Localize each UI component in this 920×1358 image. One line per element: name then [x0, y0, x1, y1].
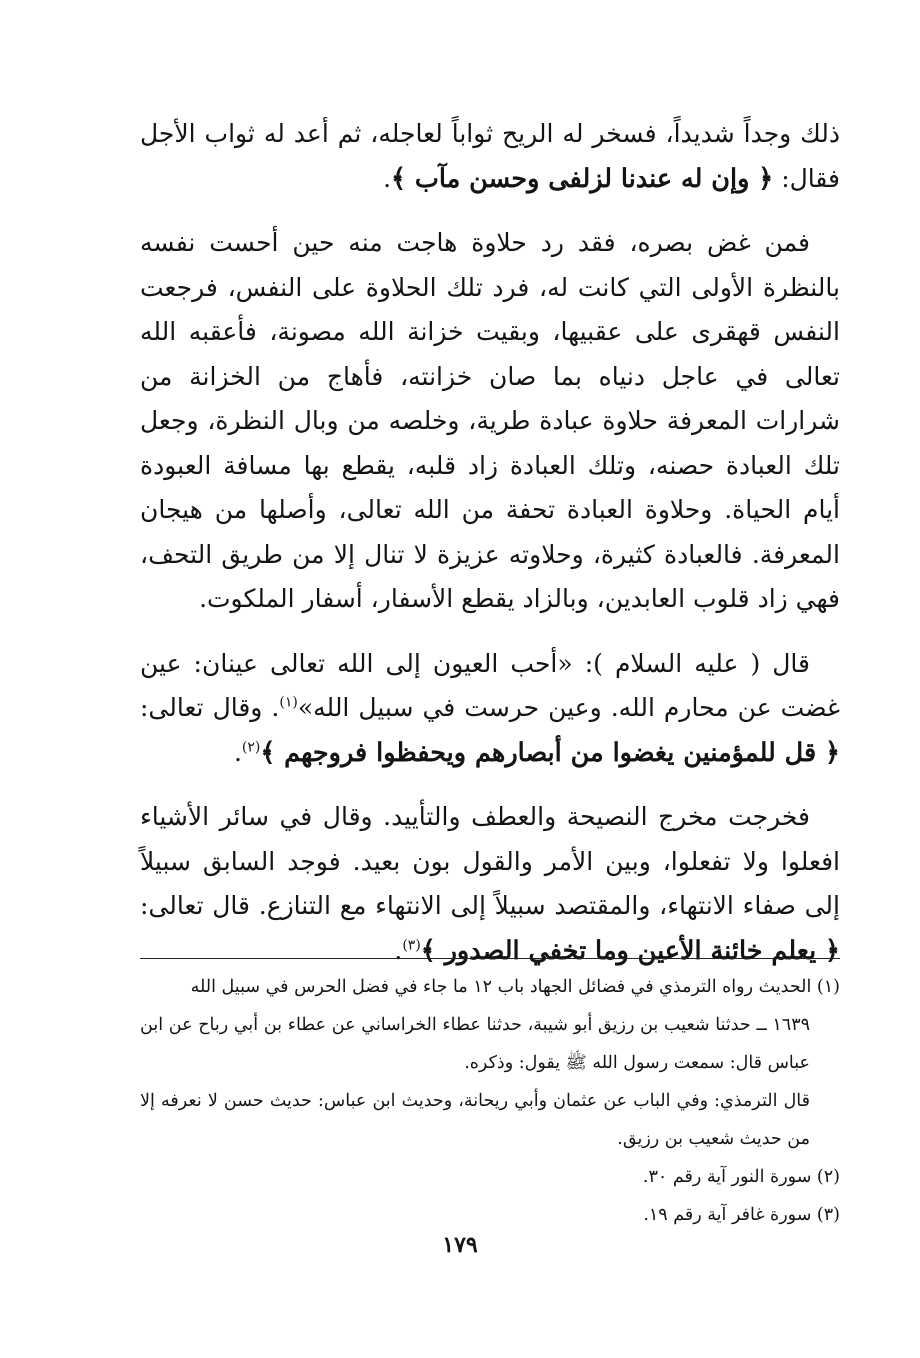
main-text	[140, 112, 840, 973]
footnote-marker: (٣)	[402, 937, 421, 954]
quran-verse: ﴿ وإن له عندنا لزلفى وحسن مآب ﴾	[391, 163, 774, 194]
footnote-1-line-2: ١٦٣٩ ــ حدثنا شعيب بن رزيق أبو شيبة، حدثنا عطاء الخراساني عن عطاء بن أبي رباح عن ابن عباس قال: سمعت رسول الله ﷺ يقول: وذكره.	[140, 1015, 810, 1073]
text-run: .	[383, 163, 392, 193]
footnote-1	[140, 968, 840, 1082]
quran-verse: ﴿ يعلم خائنة الأعين وما تخفي الصدور ﴾	[420, 935, 840, 966]
quran-verse: ﴿ قل للمؤمنين يغضوا من أبصارهم ويحفظوا فروجهم ﴾	[260, 737, 840, 768]
paragraph-1	[140, 112, 840, 201]
page-number: ١٧٩	[442, 1232, 478, 1258]
text-run: .	[394, 935, 403, 965]
paragraph-2	[140, 221, 840, 622]
footnote-2: (٢) سورة النور آية رقم ٣٠.	[642, 1167, 840, 1187]
footnotes	[140, 968, 840, 1234]
text-run: ذلك وجداً شديداً، فسخر له الريح ثواباً لعاجله، ثم أعد له ثواب الأجل فقال:	[140, 119, 840, 193]
footnote-1-note: قال الترمذي: وفي الباب عن عثمان وأبي ريحانة، وحديث ابن عباس: حديث حسن لا نعرفه إلا من حديث شعيب بن رزيق.	[140, 1091, 810, 1149]
paragraph-3	[140, 642, 840, 776]
footnote-1-line-1: (١) الحديث رواه الترمذي في فضائل الجهاد باب ١٢ ما جاء في فضل الحرس في سبيل الله	[190, 977, 840, 997]
footnote-divider	[140, 958, 840, 959]
text-run: . وقال تعالى:	[140, 693, 280, 722]
footnote-marker: (١)	[279, 694, 298, 711]
text-run: فخرجت مخرج النصيحة والعطف والتأييد. وقال في سائر الأشياء افعلوا ولا تفعلوا، وبين الأمر والقول بون بعيد. فوجد السابق سبيلاً إلى صفاء الانتهاء، والمقتصد سبيلاً إلى الانتهاء مع التنازع. قال تعالى:	[140, 802, 840, 920]
footnote-3: (٣) سورة غافر آية رقم ١٩.	[643, 1205, 840, 1225]
text-run: .	[233, 737, 242, 767]
text-run: فمن غض بصره، فقد رد حلاوة هاجت منه حين أحست نفسه بالنظرة الأولى التي كانت له، فرد تلك الحلاوة على النفس، فرجعت النفس قهقرى على عقبيها، وبقيت خزانة الله مصونة، فأعقبه الله تعالى في عاجل دنياه بما صان خزانته، فأهاج من الخزانة من شرارات المعرفة حلاوة عبادة طرية، وخلصه من وبال النظرة، وجعل تلك العبادة حصنه، وتلك العبادة زاد قلبه، يقطع بها مسافة العبودة أيام الحياة. وحلاوة العبادة تحفة من الله تعالى، وأصلها من هيجان المعرفة. فالعبادة كثيرة، وحلاوته عزيزة لا تنال إلا من طريق التحف، فهي زاد قلوب العابدين، وبالزاد يقطع الأسفار، أسفار الملكوت.	[140, 228, 840, 613]
paragraph-4	[140, 795, 840, 973]
footnote-marker: (٢)	[241, 739, 261, 756]
text-run: قال ( عليه السلام ): «أحب العيون إلى الله تعالى عينان: عين غضت عن محارم الله. وعين حرست في سبيل الله»	[140, 648, 840, 722]
